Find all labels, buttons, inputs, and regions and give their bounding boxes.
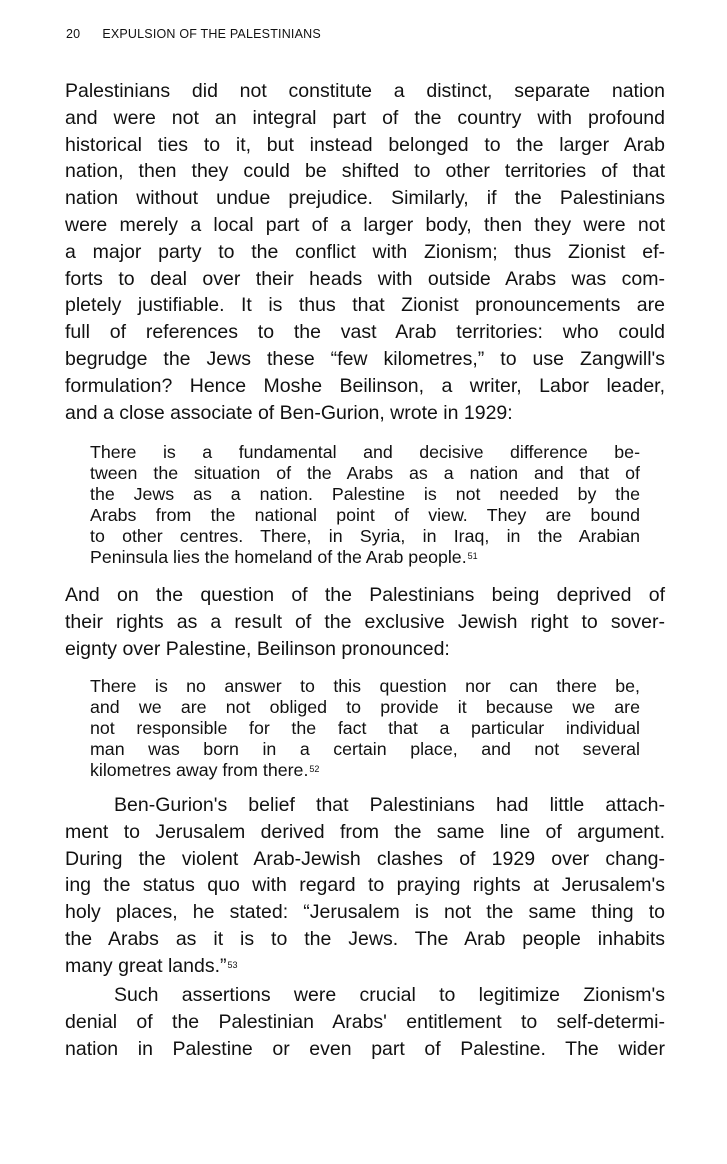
text-line: full of references to the vast Arab territories: who could xyxy=(65,321,665,344)
text-line: pletely justifiable. It is thus that Zionist pronouncements are xyxy=(65,294,665,317)
text-line: holy places, he stated: “Jerusalem is not the same thing to xyxy=(65,901,665,924)
text-line: forts to deal over their heads with outside Arabs was com- xyxy=(65,267,665,290)
quote-line: Arabs from the national point of view. They are bound xyxy=(90,505,640,525)
text-line: Such assertions were crucial to legitimize Zionism's xyxy=(114,984,665,1006)
text-line: were merely a local part of a larger body, then they were not xyxy=(65,213,665,236)
paragraph-2 xyxy=(65,582,665,662)
quote-line: tween the situation of the Arabs as a nation and that of xyxy=(90,463,640,483)
text-line: eignty over Palestine, Beilinson pronounced: xyxy=(65,637,450,660)
paragraph-1 xyxy=(65,78,665,426)
quote-line: kilometres away from there. xyxy=(90,760,309,780)
footnote-marker: 51 xyxy=(467,551,478,561)
footnote-marker: 52 xyxy=(309,764,320,774)
text-line: Palestinians did not constitute a distinct, separate nation xyxy=(65,80,665,102)
text-line: a major party to the conflict with Zionism; thus Zionist ef- xyxy=(65,240,665,263)
text-line: nation in Palestine or even part of Palestine. The wider xyxy=(65,1037,665,1060)
quote-line: and we are not obliged to provide it because we are xyxy=(90,697,640,717)
quote-line-with-note xyxy=(90,547,640,568)
running-head xyxy=(66,27,321,41)
text-line: Ben-Gurion's belief that Palestinians had little attach- xyxy=(114,794,665,816)
text-line: historical ties to it, but instead belonged to the larger Arab xyxy=(65,133,665,156)
text-line: ment to Jerusalem derived from the same line of argument. xyxy=(65,820,665,843)
block-quote-1 xyxy=(90,442,640,568)
running-title: EXPULSION OF THE PALESTINIANS xyxy=(102,27,321,41)
text-line: During the violent Arab-Jewish clashes of 1929 over chang- xyxy=(65,847,665,870)
text-line: their rights as a result of the exclusive Jewish right to sover- xyxy=(65,610,665,633)
text-line: many great lands.” xyxy=(65,954,227,977)
quote-line: not responsible for the fact that a particular individual xyxy=(90,718,640,738)
text-line-with-note xyxy=(65,953,665,980)
paragraph-4 xyxy=(65,982,665,1062)
footnote-marker: 53 xyxy=(227,959,238,970)
text-line: begrudge the Jews these “few kilometres,” to use Zangwill's xyxy=(65,347,665,370)
text-line: formulation? Hence Moshe Beilinson, a writer, Labor leader, xyxy=(65,374,665,397)
text-line: the Arabs as it is to the Jews. The Arab people inhabits xyxy=(65,927,665,950)
quote-line: the Jews as a nation. Palestine is not needed by the xyxy=(90,484,640,504)
block-quote-2 xyxy=(90,676,640,781)
text-line: and were not an integral part of the country with profound xyxy=(65,106,665,129)
text-line: nation without undue prejudice. Similarly, if the Palestinians xyxy=(65,187,665,210)
text-line: nation, then they could be shifted to other territories of that xyxy=(65,160,665,183)
quote-line: to other centres. There, in Syria, in Iraq, in the Arabian xyxy=(90,526,640,546)
text-line: And on the question of the Palestinians being deprived of xyxy=(65,584,665,606)
text-line: denial of the Palestinian Arabs' entitlement to self-determi- xyxy=(65,1010,665,1033)
text-line: ing the status quo with regard to praying rights at Jerusalem's xyxy=(65,874,665,897)
page-number: 20 xyxy=(66,27,81,41)
quote-line: Peninsula lies the homeland of the Arab people. xyxy=(90,547,467,567)
quote-line: There is a fundamental and decisive difference be- xyxy=(90,442,640,462)
quote-line: man was born in a certain place, and not several xyxy=(90,739,640,759)
quote-line: There is no answer to this question nor can there be, xyxy=(90,676,640,696)
paragraph-3 xyxy=(65,792,665,980)
text-line: and a close associate of Ben-Gurion, wrote in 1929: xyxy=(65,401,513,424)
quote-line-with-note xyxy=(90,760,640,781)
